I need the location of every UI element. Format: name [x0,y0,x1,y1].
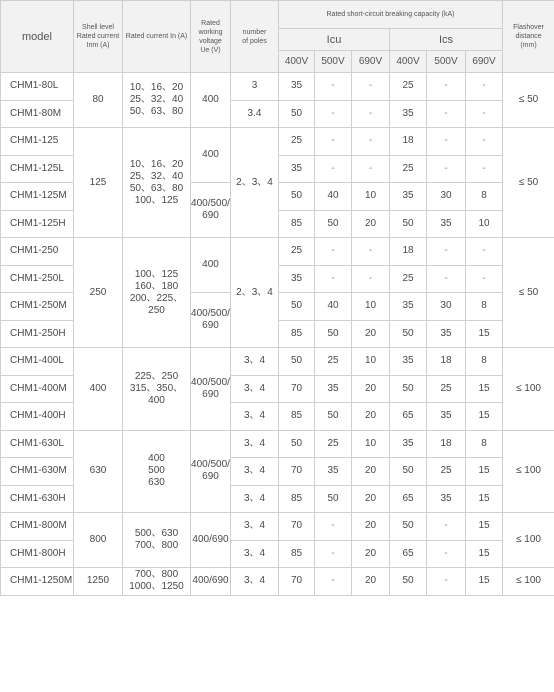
icu-cell: 35 [315,458,352,486]
ics-cell: 8 [466,293,503,321]
shell-level-cell: 400 [74,348,123,431]
ics-cell: - [427,155,466,183]
header-icu: Icu [279,29,390,51]
ics-cell: 35 [390,348,427,376]
icu-cell: 20 [352,320,390,348]
ics-cell: 18 [390,238,427,266]
ics-cell: - [427,540,466,568]
ics-cell: 65 [390,540,427,568]
ics-cell: 15 [466,568,503,596]
header-volt: 690V [466,51,503,73]
ics-cell: 25 [390,73,427,101]
flashover-cell: ≤ 100 [503,513,554,568]
icu-cell: 10 [352,293,390,321]
icu-cell: - [315,513,352,541]
ics-cell: 18 [427,430,466,458]
ics-cell: 10 [466,210,503,238]
icu-cell: 25 [315,430,352,458]
ics-cell: 15 [466,458,503,486]
model-cell: CHM1-125M [1,183,74,211]
shell-level-cell: 250 [74,238,123,348]
icu-cell: 25 [279,128,315,156]
header-ics: Ics [390,29,503,51]
icu-cell: 20 [352,540,390,568]
poles-cell: 3、4 [231,568,279,596]
rated-current-cell: 10、16、20 25、32、40 50、63、80 100、125 [123,128,191,238]
ics-cell: 15 [466,403,503,431]
ics-cell: - [427,513,466,541]
voltage-cell: 400 [191,73,231,128]
model-cell: CHM1-80M [1,100,74,128]
icu-cell: 50 [279,348,315,376]
model-cell: CHM1-400L [1,348,74,376]
poles-cell: 3、4 [231,485,279,513]
icu-cell: 50 [279,183,315,211]
header-breaking-capacity: Rated short-circuit breaking capacity (kA) [279,1,503,29]
table-row [1,238,554,266]
voltage-cell: 400/690 [191,513,231,568]
table-row [1,513,554,541]
icu-cell: - [315,155,352,183]
ics-cell: 35 [427,403,466,431]
ics-cell: 15 [466,375,503,403]
icu-cell: 10 [352,430,390,458]
icu-cell: 20 [352,485,390,513]
ics-cell: 50 [390,320,427,348]
rated-current-cell: 225、250 315、350、400 [123,348,191,431]
icu-cell: 25 [279,238,315,266]
poles-cell: 3、4 [231,348,279,376]
ics-cell: 15 [466,485,503,513]
table-row [1,568,554,596]
icu-cell: 20 [352,210,390,238]
ics-cell: - [466,100,503,128]
ics-cell: - [466,155,503,183]
icu-cell: - [352,100,390,128]
table-row [1,73,554,101]
ics-cell: - [427,100,466,128]
ics-cell: 15 [466,540,503,568]
icu-cell: 10 [352,348,390,376]
model-cell: CHM1-400M [1,375,74,403]
icu-cell: 85 [279,540,315,568]
model-cell: CHM1-125L [1,155,74,183]
icu-cell: 25 [315,348,352,376]
icu-cell: 85 [279,485,315,513]
model-cell: CHM1-800M [1,513,74,541]
model-cell: CHM1-250L [1,265,74,293]
ics-cell: 35 [427,320,466,348]
rated-current-cell: 700、800 1000、1250 [123,568,191,596]
ics-cell: 8 [466,348,503,376]
ics-cell: 8 [466,183,503,211]
icu-cell: 70 [279,375,315,403]
ics-cell: - [466,73,503,101]
icu-cell: 50 [315,485,352,513]
icu-cell: 35 [279,73,315,101]
ics-cell: 35 [390,293,427,321]
ics-cell: 25 [390,265,427,293]
icu-cell: - [352,128,390,156]
icu-cell: 50 [315,320,352,348]
ics-cell: 25 [427,375,466,403]
poles-cell: 3、4 [231,513,279,541]
ics-cell: 50 [390,458,427,486]
voltage-cell: 400 [191,128,231,183]
header-volt: 500V [315,51,352,73]
icu-cell: - [315,100,352,128]
voltage-cell: 400/690 [191,568,231,596]
ics-cell: 35 [390,100,427,128]
icu-cell: 70 [279,458,315,486]
model-cell: CHM1-630L [1,430,74,458]
header-volt: 400V [390,51,427,73]
ics-cell: 35 [390,183,427,211]
icu-cell: 40 [315,183,352,211]
ics-cell: 25 [427,458,466,486]
icu-cell: 50 [315,403,352,431]
shell-level-cell: 80 [74,73,123,128]
ics-cell: - [427,568,466,596]
ics-cell: 30 [427,293,466,321]
ics-cell: 65 [390,485,427,513]
model-cell: CHM1-400H [1,403,74,431]
model-cell: CHM1-1250M [1,568,74,596]
ics-cell: - [427,73,466,101]
flashover-cell: ≤ 50 [503,238,554,348]
rated-current-cell: 100、125 160、180 200、225、250 [123,238,191,348]
table-row [1,430,554,458]
model-cell: CHM1-630M [1,458,74,486]
flashover-cell: ≤ 50 [503,73,554,128]
icu-cell: 20 [352,375,390,403]
icu-cell: 35 [315,375,352,403]
poles-cell: 2、3、4 [231,128,279,238]
icu-cell: 35 [279,155,315,183]
flashover-cell: ≤ 50 [503,128,554,238]
icu-cell: 40 [315,293,352,321]
icu-cell: 35 [279,265,315,293]
icu-cell: - [352,265,390,293]
model-cell: CHM1-250M [1,293,74,321]
poles-cell: 3、4 [231,375,279,403]
voltage-cell: 400/500/ 690 [191,183,231,238]
ics-cell: 50 [390,375,427,403]
header-shell-level: Shell level Rated current Inm (A) [74,1,123,73]
poles-cell: 3.4 [231,100,279,128]
poles-cell: 2、3、4 [231,238,279,348]
icu-cell: 85 [279,320,315,348]
icu-cell: 50 [279,293,315,321]
model-cell: CHM1-125 [1,128,74,156]
poles-cell: 3、4 [231,430,279,458]
icu-cell: 50 [279,430,315,458]
model-cell: CHM1-125H [1,210,74,238]
voltage-cell: 400 [191,238,231,293]
rated-current-cell: 400 500 630 [123,430,191,513]
table-row [1,128,554,156]
flashover-cell: ≤ 100 [503,568,554,596]
ics-cell: 35 [427,210,466,238]
model-cell: CHM1-80L [1,73,74,101]
ics-cell: 50 [390,513,427,541]
ics-cell: 30 [427,183,466,211]
voltage-cell: 400/500/ 690 [191,348,231,431]
header-volt: 690V [352,51,390,73]
icu-cell: 85 [279,210,315,238]
header-poles: number of poles [231,1,279,73]
icu-cell: 70 [279,513,315,541]
voltage-cell: 400/500/ 690 [191,430,231,513]
ics-cell: 18 [390,128,427,156]
icu-cell: - [315,265,352,293]
ics-cell: 35 [427,485,466,513]
icu-cell: 20 [352,513,390,541]
ics-cell: 15 [466,320,503,348]
poles-cell: 3、4 [231,458,279,486]
icu-cell: - [315,128,352,156]
ics-cell: - [466,265,503,293]
table-body [1,73,554,596]
rated-current-cell: 500、630 700、800 [123,513,191,568]
ics-cell: 15 [466,513,503,541]
icu-cell: 20 [352,458,390,486]
header-volt: 500V [427,51,466,73]
icu-cell: 50 [315,210,352,238]
ics-cell: 50 [390,210,427,238]
ics-cell: 25 [390,155,427,183]
shell-level-cell: 125 [74,128,123,238]
flashover-cell: ≤ 100 [503,430,554,513]
ics-cell: 8 [466,430,503,458]
header-volt: 400V [279,51,315,73]
icu-cell: 10 [352,183,390,211]
icu-cell: - [315,73,352,101]
ics-cell: - [466,128,503,156]
model-cell: CHM1-630H [1,485,74,513]
header-flashover: Flashover distance (mm) [503,1,554,73]
ics-cell: - [427,265,466,293]
icu-cell: - [352,238,390,266]
icu-cell: 70 [279,568,315,596]
ics-cell: - [427,128,466,156]
icu-cell: - [315,540,352,568]
icu-cell: - [352,73,390,101]
poles-cell: 3、4 [231,403,279,431]
flashover-cell: ≤ 100 [503,348,554,431]
poles-cell: 3、4 [231,540,279,568]
model-cell: CHM1-250H [1,320,74,348]
ics-cell: 50 [390,568,427,596]
icu-cell: 20 [352,568,390,596]
icu-cell: 20 [352,403,390,431]
model-cell: CHM1-250 [1,238,74,266]
icu-cell: - [315,568,352,596]
ics-cell: 35 [390,430,427,458]
model-cell: CHM1-800H [1,540,74,568]
ics-cell: 65 [390,403,427,431]
header-voltage: Rated working voltage Ue (V) [191,1,231,73]
shell-level-cell: 630 [74,430,123,513]
ics-cell: 18 [427,348,466,376]
icu-cell: 50 [279,100,315,128]
header-rated-current: Rated current In (A) [123,1,191,73]
icu-cell: - [352,155,390,183]
table-row [1,348,554,376]
ics-cell: - [466,238,503,266]
icu-cell: 85 [279,403,315,431]
rated-current-cell: 10、16、20 25、32、40 50、63、80 [123,73,191,128]
icu-cell: - [315,238,352,266]
voltage-cell: 400/500/ 690 [191,293,231,348]
shell-level-cell: 800 [74,513,123,568]
ics-cell: - [427,238,466,266]
shell-level-cell: 1250 [74,568,123,596]
header-model: model [1,1,74,73]
poles-cell: 3 [231,73,279,101]
